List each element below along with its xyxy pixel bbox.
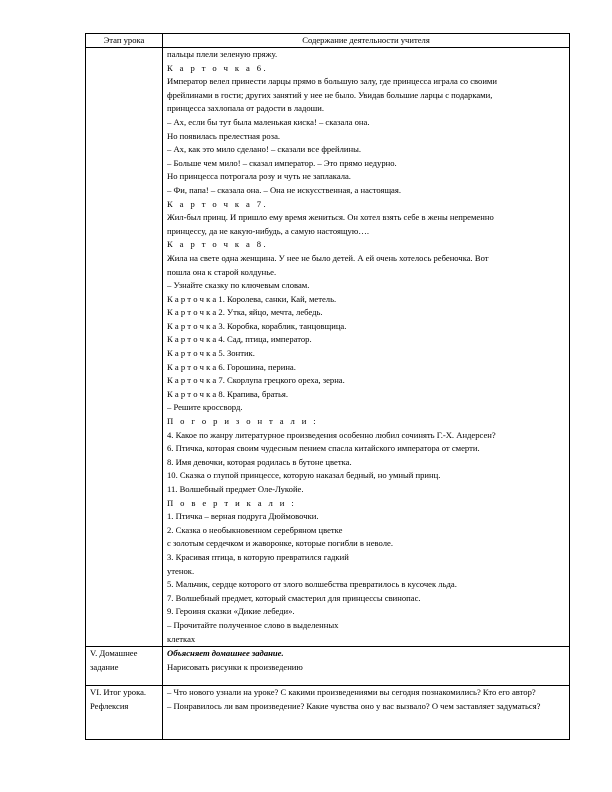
text-line: К а р т о ч к а 8. (167, 239, 269, 250)
text-line: утенок. (167, 565, 195, 576)
text-line: фрейлинами в гости; других занятий у нее не было. Увидав большие ларцы с подарками, (167, 89, 493, 100)
text-line: 10. Сказка о глупой принцессе, которую наказал бедный, но умный принц. (167, 470, 441, 481)
text-line: К а р т о ч к а 7. (167, 198, 269, 209)
text-line: 2. Сказка о необыкновенном серебряном цветке (167, 524, 343, 535)
text-line: 4. Какое по жанру литературное произведения особенно любил сочинять Г.-Х. Андерсен? (167, 429, 496, 440)
text-line: К а р т о ч к а 7. Скорлупа грецкого ореха, зерна. (167, 375, 345, 386)
text-line: К а р т о ч к а 3. Коробка, кораблик, танцовщица. (167, 320, 347, 331)
text-line: К а р т о ч к а 6. Горошина, перина. (167, 361, 296, 372)
header-row (86, 34, 570, 48)
homework-task: Нарисовать рисунки к произведению (167, 661, 303, 672)
text-line: Но появилась прелестная роза. (167, 130, 281, 141)
stage-column-header: Этап урока (86, 34, 163, 48)
text-line: – Решите кроссворд. (167, 402, 243, 413)
text-line: с золотым сердечком и жаворонке, которые погибли в неволе. (167, 538, 393, 549)
text-line: К а р т о ч к а 1. Королева, санки, Кай, метель. (167, 293, 337, 304)
text-line: К а р т о ч к а 4. Сад, птица, император. (167, 334, 312, 345)
text-line: пальцы плели зеленую пряжу. (167, 49, 278, 59)
text-line: принцессу, да не какую-нибудь, а самую настоящую…. (167, 225, 369, 236)
text-line: К а р т о ч к а 5. Зонтик. (167, 348, 255, 359)
text-line: 11. Волшебный предмет Оле-Лукойе. (167, 484, 304, 494)
text-line: – Узнайте сказку по ключевым словам. (167, 280, 310, 291)
text-line: П о в е р т и к а л и : (167, 497, 297, 508)
homework-stage-cell: V. Домашнее задание (86, 647, 163, 686)
text-line: 1. Птичка – верная подруга Дюймовочки. (167, 511, 319, 522)
content-column-header: Содержание деятельности учителя (163, 34, 570, 48)
text-line: 7. Волшебный предмет, который смастерил для принцессы свинопас. (167, 592, 421, 603)
text-line: 3. Красивая птица, в которую превратился гадкий (167, 551, 349, 562)
homework-row (86, 647, 570, 686)
text-line: принцесса захлопала от радости в ладоши. (167, 103, 324, 114)
text-line: – Больше чем мило! – сказал император. – Это прямо недурно. (167, 157, 397, 168)
summary-content-cell (163, 686, 570, 740)
text-line: Жил-был принц. И пришло ему время жениться. Он хотел взять себе в жены непременно (167, 212, 494, 223)
text-line: 6. Птичка, которая своим чудесным пением спасла китайского императора от смерти. (167, 443, 480, 454)
homework-content-cell (163, 647, 570, 686)
text-line: – Ах, если бы тут была маленькая киска! – сказала она. (167, 116, 370, 127)
summary-stage-cell: VI. Итог урока. Рефлексия (86, 686, 163, 740)
text-line: 9. Героиня сказки «Дикие лебеди». (167, 606, 295, 617)
homework-instruction: Объясняет домашнее задание. (167, 648, 284, 659)
text-line: К а р т о ч к а 6. (167, 62, 269, 73)
teacher-activity-cell (163, 48, 570, 647)
summary-row (86, 686, 570, 740)
text-line: пошла она к старой колдунье. (167, 266, 277, 277)
text-line: – Прочитайте полученное слово в выделенных (167, 619, 339, 630)
text-line: К а р т о ч к а 8. Крапива, братья. (167, 388, 289, 399)
summary-question-2: – Понравилось ли вам произведение? Какие чувства оно у вас вызвало? О чем заставляет задуматься? (167, 700, 541, 711)
text-line: Император велел принести ларцы прямо в большую залу, где принцесса играла со своими (167, 76, 497, 87)
text-line: клетках (167, 633, 196, 644)
stage-cell-empty (86, 48, 163, 647)
lesson-plan-table (85, 33, 570, 740)
text-line: – Фи, папа! – сказала она. – Она не искусственная, а настоящая. (167, 184, 401, 195)
text-line: Но принцесса потрогала розу и чуть не заплакала. (167, 171, 351, 182)
text-line: 8. Имя девочки, которая родилась в бутоне цветка. (167, 456, 352, 467)
text-line: 5. Мальчик, сердце которого от злого волшебства превратилось в кусочек льда. (167, 579, 457, 590)
text-line: Жила на свете одна женщина. У нее не было детей. А ей очень хотелось ребеночка. Вот (167, 252, 489, 263)
text-line: К а р т о ч к а 2. Утка, яйцо, мечта, лебедь. (167, 307, 323, 318)
summary-question-1: – Что нового узнали на уроке? С какими произведениями вы сегодня познакомились? Кто его автор? (167, 687, 536, 698)
text-line: – Ах, как это мило сделано! – сказали все фрейлины. (167, 144, 362, 155)
main-content-row (86, 48, 570, 647)
text-line: П о г о р и з о н т а л и : (167, 416, 319, 427)
